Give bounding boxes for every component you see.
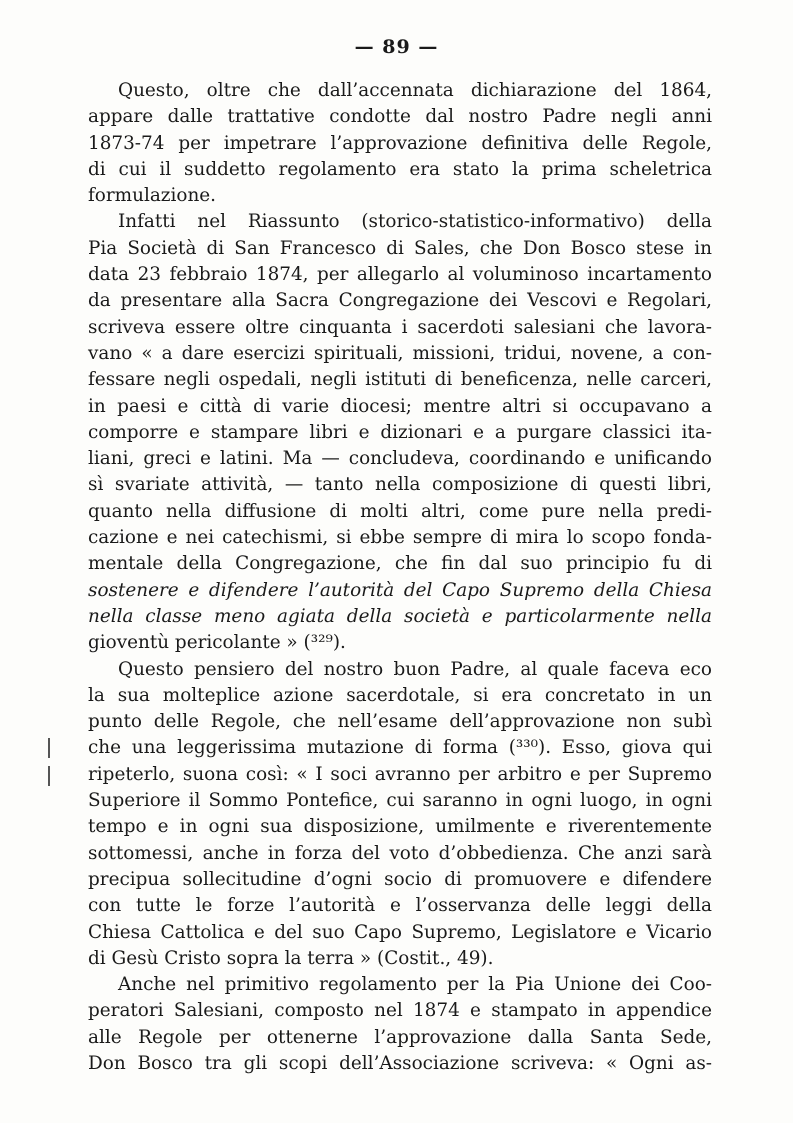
text-line: sostenere e difendere l’autorità del Capo Supremo della Chiesa [88, 579, 712, 601]
text-line: fessare negli ospedali, negli istituti di beneficenza, nelle carceri, [88, 369, 712, 391]
text-line: scriveva essere oltre cinquanta i sacerdoti salesiani che lavora- [88, 316, 712, 338]
text-line: tempo e in ogni sua disposizione, umilmente e riverentemente [88, 816, 712, 838]
text-line: punto delle Regole, che nell’esame dell’approvazione non subì [88, 711, 712, 733]
text-line: peratori Salesiani, composto nel 1874 e stampato in appendice [88, 1000, 712, 1022]
text-line: quanto nella diffusione di molti altri, come pure nella predi- [88, 500, 712, 522]
margin-mark [48, 766, 50, 786]
text-line: appare dalle trattative condotte dal nostro Padre negli anni [88, 106, 712, 128]
text-line: nella classe meno agiata della società e particolarmente nella [88, 605, 712, 627]
text-line: formulazione. [88, 185, 217, 207]
text-line: Don Bosco tra gli scopi dell’Associazione scriveva: « Ogni as- [88, 1052, 712, 1074]
text-line: alle Regole per ottenerne l’approvazione dalla Santa Sede, [88, 1026, 712, 1048]
text-line: Anche nel primitivo regolamento per la Pia Unione dei Coo- [118, 974, 712, 996]
text-line: comporre e stampare libri e dizionari e a purgare classici ita- [88, 421, 712, 443]
text-line: 1873-74 per impetrare l’approvazione definitiva delle Regole, [88, 132, 712, 154]
text-line: sì svariate attività, — tanto nella composizione di questi libri, [88, 474, 712, 496]
text-line: gioventù pericolante » (³²⁹). [88, 632, 346, 654]
text-line: la sua molteplice azione sacerdotale, si era concretato in un [88, 684, 712, 706]
text-line: mentale della Congregazione, che fin dal suo principio fu di [88, 553, 712, 575]
text-line: in paesi e città di varie diocesi; mentre altri si occupavano a [88, 395, 712, 417]
text-line: Infatti nel Riassunto (storico-statistico-informativo) della [118, 211, 712, 233]
text-line: vano « a dare esercizi spirituali, missioni, tridui, novene, a con- [88, 342, 712, 364]
page-number: — 89 — [354, 36, 439, 58]
text-line: di Gesù Cristo sopra la terra » (Costit., 49). [88, 947, 494, 969]
text-line: Superiore il Sommo Pontefice, cui saranno in ogni luogo, in ogni [88, 790, 712, 812]
text-line: Questo pensiero del nostro buon Padre, al quale faceva eco [118, 658, 712, 680]
text-line: ripeterlo, suona così: « I soci avranno per arbitro e per Supremo [88, 763, 712, 785]
text-line: precipua sollecitudine d’ogni socio di promuovere e difendere [88, 868, 712, 890]
text-line: di cui il suddetto regolamento era stato la prima scheletrica [88, 158, 712, 180]
text-line: con tutte le forze l’autorità e l’osservanza delle leggi della [88, 895, 712, 917]
text-line: cazione e nei catechismi, si ebbe sempre di mira lo scopo fonda- [88, 527, 712, 549]
body-text [88, 78, 712, 1077]
text-line: sottomessi, anche in forza del voto d’obbedienza. Che anzi sarà [88, 842, 712, 864]
text-line: da presentare alla Sacra Congregazione dei Vescovi e Regolari, [88, 290, 712, 312]
text-line: liani, greci e latini. Ma — concludeva, coordinando e unificando [88, 448, 712, 470]
text-line: Pia Società di San Francesco di Sales, che Don Bosco stese in [88, 237, 712, 259]
text-line: Chiesa Cattolica e del suo Capo Supremo, Legislatore e Vicario [88, 921, 712, 943]
margin-mark [48, 738, 50, 758]
text-line: data 23 febbraio 1874, per allegarlo al voluminoso incartamento [88, 264, 712, 286]
text-line: che una leggerissima mutazione di forma (³³⁰). Esso, giova qui [88, 737, 712, 759]
text-line: Questo, oltre che dall’accennata dichiarazione del 1864, [118, 80, 712, 101]
